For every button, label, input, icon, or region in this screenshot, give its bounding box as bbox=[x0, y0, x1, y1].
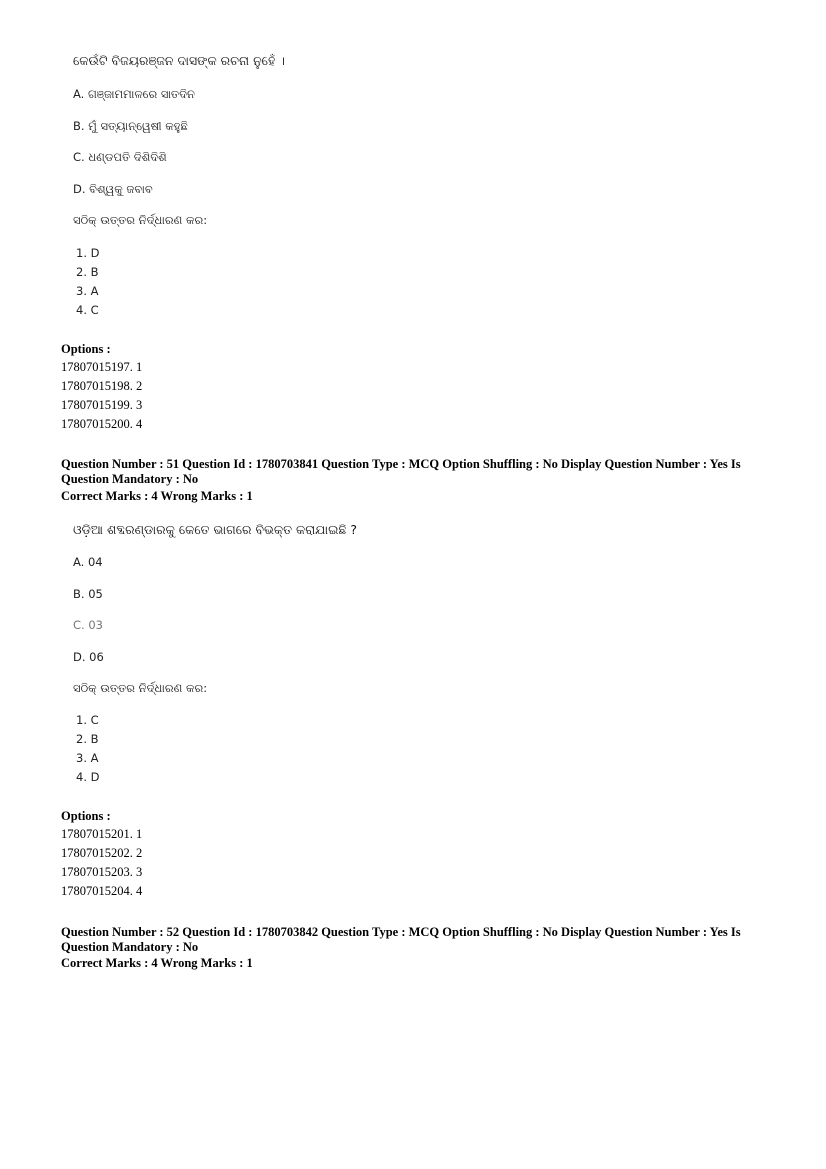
q50-option-c: C. ଧଣ୍ଡପତି ଦିଶିଦିଶି bbox=[73, 150, 167, 164]
q50-option-d: D. ବିଶ୍ୱକୁ ଜବାବ bbox=[73, 182, 153, 196]
q50-option-a: A. ଗଞ୍ଜାମମାଳରେ ସାତଦିନ bbox=[73, 87, 195, 101]
q50-option-id-2: 17807015198. 2 bbox=[61, 379, 143, 393]
q50-choice-1: 1. D bbox=[76, 246, 100, 260]
q50-choice-3: 3. A bbox=[76, 284, 99, 298]
q51-option-id-1: 17807015201. 1 bbox=[61, 827, 143, 841]
q51-option-a: A. 04 bbox=[73, 555, 103, 569]
q51-option-b: B. 05 bbox=[73, 587, 103, 601]
q51-choice-2: 2. B bbox=[76, 732, 99, 746]
q50-option-id-3: 17807015199. 3 bbox=[61, 398, 143, 412]
q50-option-id-4: 17807015200. 4 bbox=[61, 417, 143, 431]
q51-meta-line1: Question Number : 51 Question Id : 1780703841 Question Type : MCQ Option Shuffling : No Display Question Number : Yes Is bbox=[61, 457, 741, 471]
q50-instruction: ସଠିକ୍ ଉତ୍ତର ନିର୍ଦ୍ଧାରଣ କର: bbox=[73, 213, 208, 227]
q51-choice-1: 1. C bbox=[76, 713, 99, 727]
q51-option-d: D. 06 bbox=[73, 650, 104, 664]
q51-option-id-2: 17807015202. 2 bbox=[61, 846, 143, 860]
q50-choice-4: 4. C bbox=[76, 303, 99, 317]
q51-choice-4: 4. D bbox=[76, 770, 100, 784]
q51-option-c: C. 03 bbox=[73, 618, 103, 632]
q50-option-b: B. ମୁଁ ସତ୍ୟାନ୍ୱେଷୀ କହୁଛି bbox=[73, 119, 188, 133]
q50-choice-2: 2. B bbox=[76, 265, 99, 279]
q52-meta-line1: Question Number : 52 Question Id : 1780703842 Question Type : MCQ Option Shuffling : No Display Question Number : Yes Is bbox=[61, 925, 741, 939]
q51-option-id-4: 17807015204. 4 bbox=[61, 884, 143, 898]
q52-meta-line2: Question Mandatory : No bbox=[61, 940, 199, 954]
q51-instruction: ସଠିକ୍ ଉତ୍ତର ନିର୍ଦ୍ଧାରଣ କର: bbox=[73, 681, 208, 695]
q51-question-text: ଓଡ଼ିଆ ଶବ୍ଦରଣ୍ଡାରକୁ କେତେ ଭାଗରେ ବିଭକ୍ତ କରାଯାଇଛି ? bbox=[73, 522, 358, 537]
q51-options-label: Options : bbox=[61, 809, 111, 823]
q50-options-label: Options : bbox=[61, 342, 111, 356]
q51-meta-line2: Question Mandatory : No bbox=[61, 472, 199, 486]
q51-option-id-3: 17807015203. 3 bbox=[61, 865, 143, 879]
q51-meta-line3: Correct Marks : 4 Wrong Marks : 1 bbox=[61, 489, 253, 503]
q51-choice-3: 3. A bbox=[76, 751, 99, 765]
q50-question-text: କେଉଁଟି ବିଜୟରଞ୍ଜନ ଦାସଙ୍କ ରଚନା ନୁହେଁ । bbox=[73, 53, 285, 68]
q52-meta-line3: Correct Marks : 4 Wrong Marks : 1 bbox=[61, 956, 253, 970]
q50-option-id-1: 17807015197. 1 bbox=[61, 360, 143, 374]
